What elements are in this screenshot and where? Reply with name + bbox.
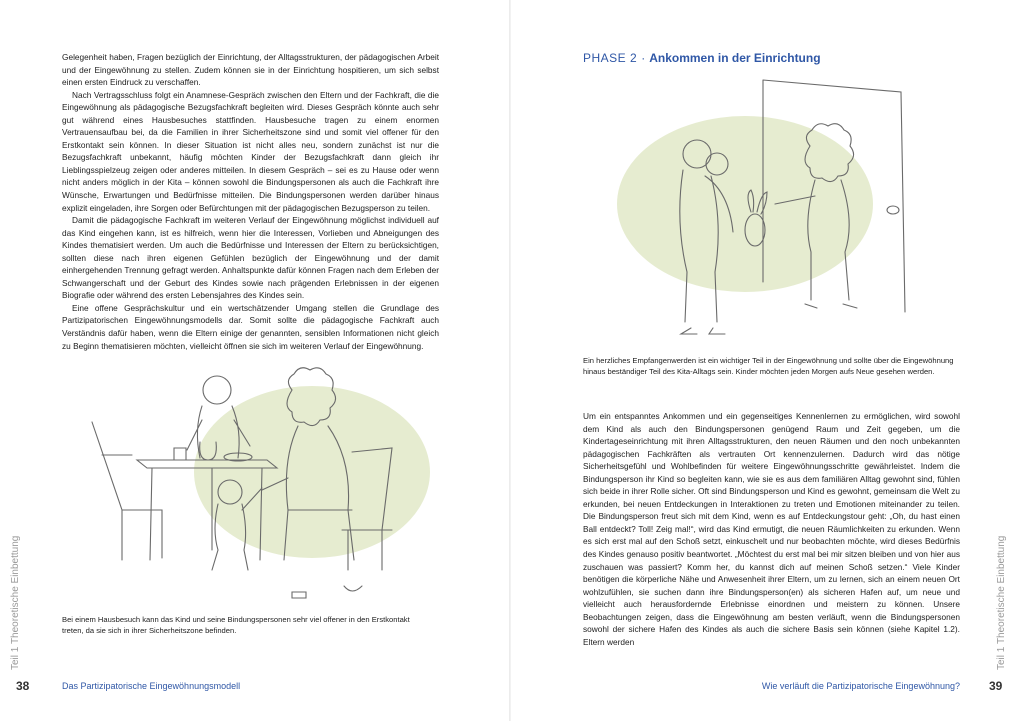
paragraph: Damit die pädagogische Fachkraft im weiteren Verlauf der Eingewöhnung möglichst individuell auf das Kind eingehen kann, ist es hilfreich, wenn hier die Interessen, Vorlieben und Abneigungen des Kindes thematisiert werden. Um auch die Bedürfnisse und Interessen der Eltern zu berücksichtigen, sollten diese nach ihren eigenen Gefühlen bezüglich der Eingewöhnung und der damit einhergehenden Trennung gefragt werden. Anhaltspunkte dafür können Fragen nach dem Erleben der Schwangerschaft und der Geburt des Kindes sowie nach prägenden Erlebnissen in der eigenen Biografie oder während des ersten Lebensjahres des Kindes sein. <box>62 215 439 301</box>
section-side-tab <box>996 510 1010 670</box>
left-caption: Bei einem Hausbesuch kann das Kind und seine Bindungspersonen sehr viel offener in den Erstkontakt treten, da sie sich in ihrer Sicherheitszone befinden. <box>62 615 410 636</box>
section-side-tab <box>10 510 24 670</box>
phase-separator: · <box>641 51 646 65</box>
left-body-text <box>62 51 439 352</box>
right-caption: Ein herzliches Empfangenwerden ist ein wichtiger Teil in der Eingewöhnung und sollte über die Eingewöhnung hinaus beständiger Teil des Kita-Alltags sein. Kinder möchten jeden Morgen aufs Neue gesehen werden. <box>583 356 954 377</box>
page-number: 38 <box>16 679 30 693</box>
right-page <box>510 0 1020 721</box>
paragraph: Nach Vertragsschluss folgt ein Anamnese-Gespräch zwischen den Eltern und der Fachkraft, die die Eingewöhnung als pädagogische Bezugsfachkraft begleiten wird. Dieses Gespräch könnte auch sehr gut während eines Hausbesuches stattfinden. Hausbesuche tragen zu einem enormen Vertrauensaufbau bei, da die Familien in ihrer Sicherheitszone sind und somit viel offener für den Erstkontakt sein können. In dieser Situation ist nicht alles neu, sondern zunächst ist nur die Bezugsfachkraft unbekannt, häufig möchten Kinder der Bezugsfachkraft dann gleich ihr Lieblingsspielzeug zeigen oder anderes mitteilen. In diesem Gespräch – sei es zu Hause oder wenn nicht anders möglich in der Kita – können sowohl die Bindungspersonen als auch die Fachkraft ihre Wünsche, Erwartungen und Bedürfnisse mitteilen. Die Bindungspersonen werden darüber hinaus explizit eingeladen, ihre Sorgen oder Befürchtungen mit der pädagogischen Bezugsperson zu teilen. <box>62 89 439 213</box>
phase-label: PHASE 2 <box>583 51 638 65</box>
arrival-illustration <box>605 72 945 347</box>
section-side-tab-label: Teil 1 Theoretische Einbettung <box>996 535 1007 670</box>
right-body-text <box>583 410 960 648</box>
paragraph: Um ein entspanntes Ankommen und ein gegenseitiges Kennenlernen zu ermöglichen, wird sowohl dem Kind als auch den Bindungspersonen genügend Raum und Zeit gegeben, um die Kindertageseinrichtung mit ihren Alltagsstrukturen, den neuen Räumen und den noch unbekannten pädagogischen Fachkräften als vertrauten Ort kennenzulernen. Dadurch wird das nötige Sicherheitsgefühl und Wohlbefinden für weitere Eingewöhnungsschritte gewährleistet. Indem die Bindungsperson ihr Kind so begleiten kann, wie sie es aus dem familiären Alltag gewohnt sind, fühlen sich beide in ihrer Rolle sicher. Oft sind Bindungsperson und Kind es gewohnt, gemeinsam die Welt zu erkunden, bei neuen Entdeckungen in Interaktionen zu treten und Emotionen miteinander zu teilen. Die Bindungsperson freut sich mit dem Kind, wenn es auf Entdeckungstour geht: „Oh, du hast einen Ball entdeckt? Toll! Zeig mal!“, wird das Kind ermutigt, die neuen Räumlichkeiten zu erkunden. Wenn es sich erst mal auf den Schoß setzt, einkuschelt und nur beobachten möchte, wird dieses Bedürfnis des Kindes genauso positiv beantwortet. „Möchtest du erst mal bei mir sitzen bleiben und von hier aus zuschauen was passiert? Komm her, du kannst dich auf meinen Schoß setzen.“ Viele Kinder benötigen die körperliche Nähe und Anwesenheit ihrer Eltern, um zu lernen, sich an einem neuen Ort wohlzufühlen, sie suchen dann ihre Bindungsperson(en) als sicheren Hafen auf, um neue und vielleicht auch herausfordernde Erlebnisse einordnen und meistern zu können. Unsere Beobachtungen zeigen, dass die Eingewöhnung am besten verläuft, wenn die Bindungspersonen sowohl der sichere Hafen des Kindes als auch die sichere Basis sein können (siehe Kapitel 1.2). Eltern werden <box>583 411 960 647</box>
paragraph: Gelegenheit haben, Fragen bezüglich der Einrichtung, der Alltagsstrukturen, der pädagogischen Arbeit und der Eingewöhnung zu stellen. Zudem können sie in der Einrichtung hospitieren, um sich selbst einen ersten Eindruck zu verschaffen. <box>62 52 439 88</box>
running-footer-title: Das Partizipatorische Eingewöhnungsmodell <box>62 681 241 691</box>
paragraph: Eine offene Gesprächskultur und ein wertschätzender Umgang stellen die Grundlage des Partizipatorischen Eingewöhnungsmodells dar. Somit sollte die pädagogische Fachkraft auch Verständnis dafür haben, wenn die Eltern einige der genannten, sensiblen Informationen nicht gleich zu Beginn thematisieren möchten, vielleicht öffnen sie sich im weiteren Verlauf der Eingewöhnung. <box>62 302 439 351</box>
running-footer-title: Wie verläuft die Partizipatorische Eingewöhnung? <box>761 681 960 691</box>
phase-heading <box>583 51 821 65</box>
page-number: 39 <box>989 679 1003 693</box>
home-visit-illustration <box>62 360 442 610</box>
section-side-tab-label: Teil 1 Theoretische Einbettung <box>10 535 21 670</box>
phase-title: Ankommen in der Einrichtung <box>649 51 821 65</box>
